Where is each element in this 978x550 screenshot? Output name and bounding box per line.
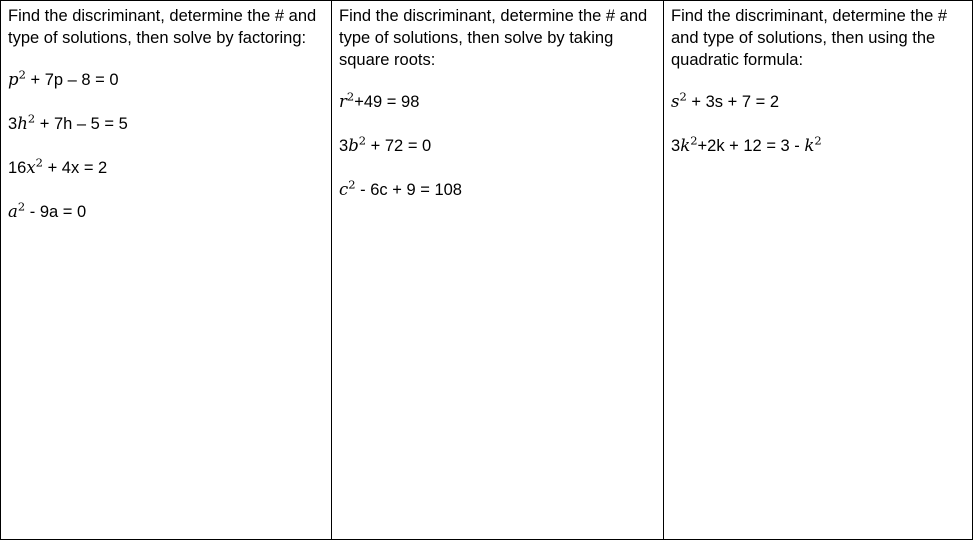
equation: $c^2 - 6c + 9 = 108$: [339, 177, 462, 199]
equation: $3k^2+2k + 12 = 3 - k^2$: [671, 133, 822, 155]
column-square-roots: [332, 1, 664, 539]
equation: $3b^2 + 72 = 0$: [339, 133, 432, 155]
equation: $3h^2 + 7h - 5 = 5$: [8, 111, 128, 133]
problem-list-square-roots: [339, 91, 657, 201]
column-factoring: [1, 1, 332, 539]
column-quadratic-formula: [664, 1, 972, 539]
equation: $p^2 + 7p - 8 = 0$: [8, 67, 119, 89]
equation: $16x^2 + 4x = 2$: [8, 155, 108, 177]
equation: $r^2+49 = 98$: [339, 89, 420, 111]
instruction-square-roots: Find the discriminant, determine the # and type of solutions, then solve by taking square roots:: [339, 7, 648, 69]
equation: $s^2 + 3s + 7 = 2$: [671, 89, 779, 111]
instruction-factoring: Find the discriminant, determine the # and type of solutions, then solve by factoring:: [8, 7, 317, 47]
problem-list-factoring: [8, 69, 325, 223]
equation: $a^2 - 9a = 0$: [8, 199, 87, 221]
instruction-quadratic-formula: Find the discriminant, determine the # and type of solutions, then using the quadratic formula:: [671, 7, 948, 69]
problem-list-quadratic-formula: [671, 91, 966, 157]
